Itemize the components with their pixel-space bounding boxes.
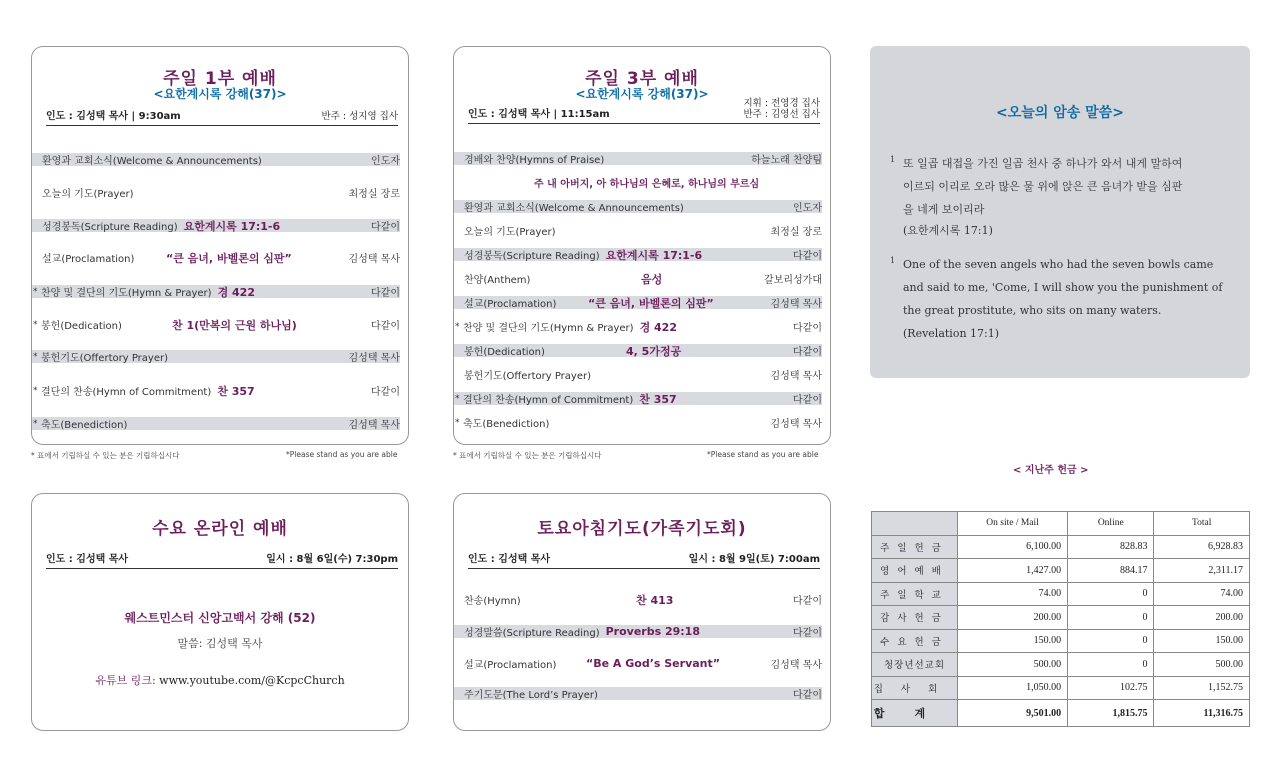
list-item: * 축도(Benediction) 김성택 목사 — [33, 418, 400, 431]
table-row: 주일학교 74.00 0 74.00 — [872, 582, 1250, 606]
service1-info — [46, 107, 398, 126]
offering-table — [871, 511, 1250, 727]
service3-card — [453, 46, 831, 445]
saturday-title: 토요아침기도(가족기도회) — [537, 519, 747, 539]
memory-verse-en: 1 One of the seven angels who had the seven bowls came and said to me, 'Come, I will show you the punishment of the great prostitute, who sits on many waters. (Revelation 17:1) — [903, 253, 1232, 345]
wednesday-title: 수요 온라인 예배 — [152, 519, 288, 539]
youtube-label: 유튜브 링크: — [95, 674, 156, 687]
table-header-row: On site / Mail Online Total — [872, 512, 1250, 536]
list-item: * 찬양 및 결단의 기도(Hymn & Prayer) 경 422 다같이 — [33, 285, 400, 299]
verse-number: 1 — [890, 256, 896, 265]
table-total-row: 합계 9,501.00 1,815.75 11,316.75 — [872, 700, 1250, 727]
list-item: 주 내 아버지, 아 하나님의 은혜로, 하나님의 부르심 — [534, 179, 760, 190]
service1-accompanist: 반주 : 성지영 집사 — [321, 111, 398, 122]
service3-conductor: 지휘 : 전영경 집사 — [743, 98, 820, 109]
service1-card — [31, 46, 409, 445]
saturday-datetime: 일시 : 8월 9일(토) 7:00am — [688, 554, 820, 565]
table-row: 수요헌금 150.00 0 150.00 — [872, 629, 1250, 653]
service3-note-en: *Please stand as you are able — [707, 450, 819, 459]
service1-subtitle: <요한계시록 강해(37)> — [153, 87, 287, 101]
list-item: 봉헌기도(Offertory Prayer) 김성택 목사 — [464, 371, 822, 382]
list-item: 성경봉독(Scripture Reading) 요한계시록 17:1-6 다같이 — [32, 219, 400, 232]
wednesday-sermon: 웨스트민스터 신앙고백서 강해 (52) — [124, 611, 316, 625]
stand-marker-icon: * — [33, 286, 38, 297]
stand-marker-icon: * — [455, 417, 460, 428]
stand-marker-icon: * — [33, 319, 38, 330]
memory-ref-ko: (요한계시록 17:1) — [903, 224, 993, 237]
list-item: 찬송(Hymn) 찬 413 다같이 — [464, 593, 822, 607]
wednesday-info — [46, 550, 398, 569]
saturday-info — [468, 550, 820, 569]
list-item: * 찬양 및 결단의 기도(Hymn & Prayer) 경 422 다같이 — [455, 320, 822, 334]
memory-verse-box — [870, 46, 1250, 378]
table-row: 영어예배 1,427.00 884.17 2,311.17 — [872, 559, 1250, 583]
youtube-url[interactable]: www.youtube.com/@KcpcChurch — [159, 674, 345, 687]
list-item: 경배와 찬양(Hymns of Praise) 하늘노래 찬양팀 — [454, 152, 822, 165]
list-item: 환영과 교회소식(Welcome & Announcements) 인도자 — [32, 153, 400, 166]
list-item: * 축도(Benediction) 김성택 목사 — [455, 417, 822, 430]
list-item: 성경말씀(Scripture Reading) Proverbs 29:18 다같이 — [454, 625, 822, 638]
list-item: 찬양(Anthem) 음성 갈보리성가대 — [464, 272, 822, 286]
service3-note-ko: * 표에서 기립하실 수 있는 분은 기립하십시다 — [453, 451, 602, 460]
wednesday-card — [31, 493, 409, 731]
service3-leader: 인도 : 김성택 목사 | 11:15am — [468, 109, 610, 120]
list-item: 오늘의 기도(Prayer) 최정실 장로 — [42, 189, 400, 200]
list-item: * 봉헌(Dedication) 찬 1(만복의 근원 하나님) 다같이 — [33, 318, 400, 332]
service3-subtitle: <요한계시록 강해(37)> — [575, 87, 709, 101]
list-item: * 결단의 찬송(Hymn of Commitment) 찬 357 다같이 — [33, 384, 400, 398]
list-item: 봉헌(Dedication) 4, 5가정공 다같이 — [454, 344, 822, 357]
list-item: 성경봉독(Scripture Reading) 요한계시록 17:1-6 다같이 — [454, 248, 822, 261]
stand-marker-icon: * — [455, 321, 460, 332]
saturday-card — [453, 493, 831, 731]
saturday-leader: 인도 : 김성택 목사 — [468, 554, 551, 565]
memory-verse-ko: 1 또 일곱 대접을 가진 일곱 천사 중 하나가 와서 내게 말하여 이르되 이리로 오라 많은 물 위에 앉은 큰 음녀가 받을 심판 을 네게 보이리라 (요한계시록 17:1) — [903, 152, 1232, 241]
list-item: 주기도문(The Lord’s Prayer) 다같이 — [454, 687, 822, 700]
list-item: * 결단의 찬송(Hymn of Commitment) 찬 357 다같이 — [455, 392, 822, 406]
table-row: 청장년선교회 500.00 0 500.00 — [872, 653, 1250, 677]
wednesday-preacher: 말씀: 김성택 목사 — [177, 637, 263, 650]
stand-marker-icon: * — [455, 393, 460, 404]
list-item: 설교(Proclamation) “큰 음녀, 바벨론의 심판” 김성택 목사 — [454, 296, 822, 309]
stand-marker-icon: * — [33, 351, 38, 362]
offering-title: < 지난주 헌금 > — [1013, 465, 1089, 476]
wednesday-datetime: 일시 : 8월 6일(수) 7:30pm — [266, 554, 398, 565]
verse-number: 1 — [890, 155, 896, 164]
list-item: 설교(Proclamation) “Be A God’s Servant” 김성택 목사 — [464, 657, 822, 671]
stand-marker-icon: * — [33, 385, 38, 396]
service3-accompanist: 반주 : 김영선 집사 — [743, 109, 820, 120]
service3-info — [468, 98, 820, 124]
service1-title: 주일 1부 예배 — [163, 69, 277, 89]
service1-note-ko: * 표에서 기립하실 수 있는 분은 기립하십시다 — [31, 451, 180, 460]
service1-leader: 인도 : 김성택 목사 | 9:30am — [46, 111, 181, 122]
table-row: 주일헌금 6,100.00 828.83 6,928.83 — [872, 535, 1250, 559]
stand-marker-icon: * — [33, 418, 38, 429]
service3-title: 주일 3부 예배 — [585, 69, 699, 89]
wednesday-leader: 인도 : 김성택 목사 — [46, 554, 129, 565]
service1-note-en: *Please stand as you are able — [286, 450, 398, 459]
memory-ref-en: (Revelation 17:1) — [903, 327, 1000, 340]
list-item: 설교(Proclamation) “큰 음녀, 바벨론의 심판” 김성택 목사 — [42, 251, 400, 265]
table-row: 집사회 1,050.00 102.75 1,152.75 — [872, 676, 1250, 700]
list-item: * 봉헌기도(Offertory Prayer) 김성택 목사 — [33, 351, 400, 364]
memory-title: <오늘의 암송 말씀> — [996, 105, 1124, 121]
list-item: 오늘의 기도(Prayer) 최정실 장로 — [464, 227, 822, 238]
table-row: 감사헌금 200.00 0 200.00 — [872, 606, 1250, 630]
list-item: 환영과 교회소식(Welcome & Announcements) 인도자 — [454, 200, 822, 213]
youtube-link[interactable] — [32, 672, 408, 688]
